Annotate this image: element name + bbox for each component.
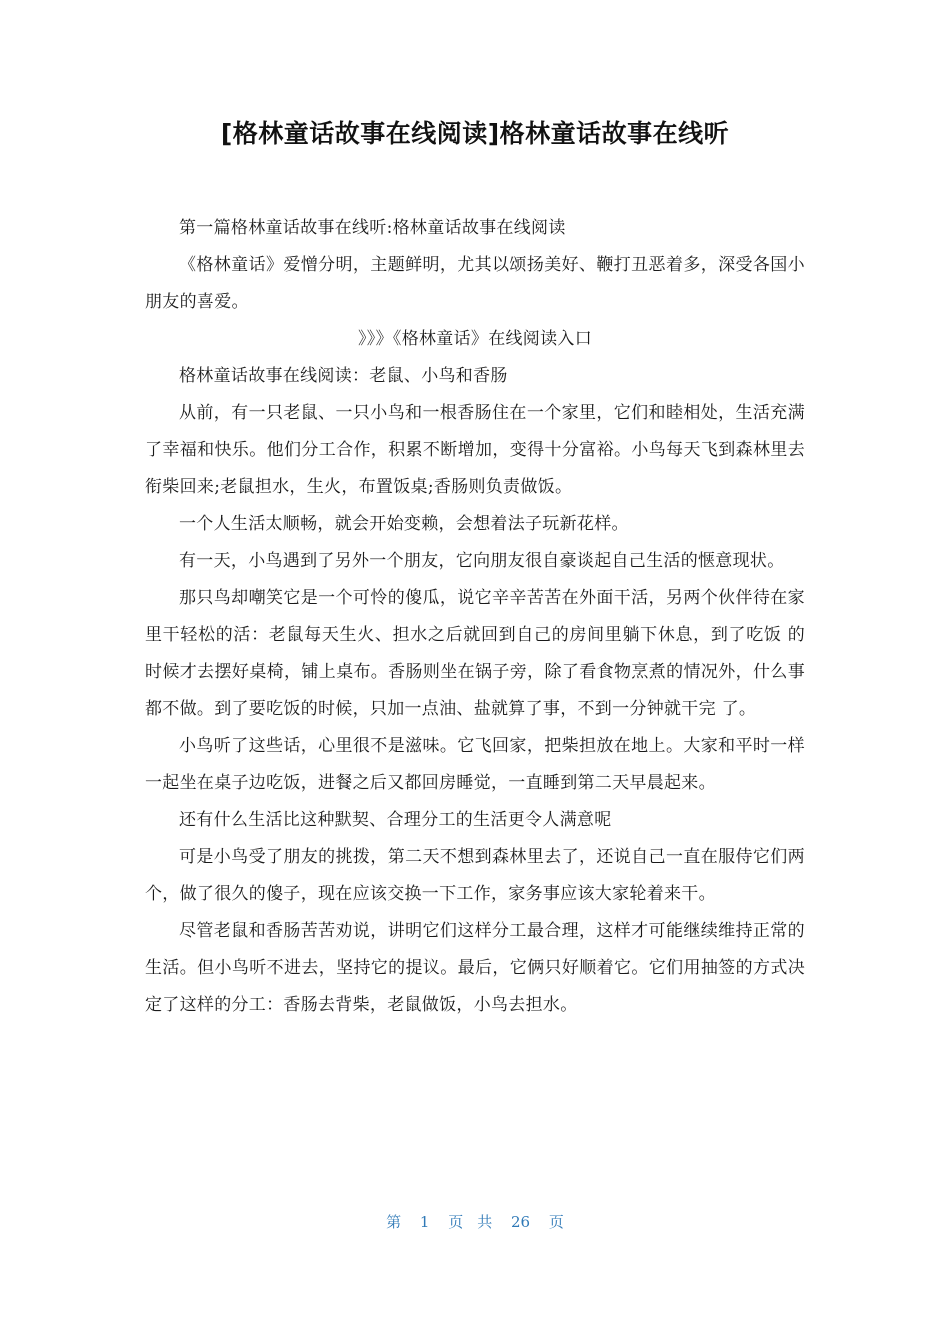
paragraph-7: 有一天，小鸟遇到了另外一个朋友，它向朋友很自豪谈起自己生活的惬意现状。 — [179, 551, 785, 571]
footer-total-prefix: 共 — [477, 1213, 493, 1231]
footer-current-page: 1 — [419, 1213, 430, 1231]
paragraph-6: 一个人生活太顺畅，就会开始变赖，会想着法子玩新花样。 — [179, 514, 629, 534]
page-footer — [0, 1210, 950, 1234]
footer-page-mid: 页 — [448, 1213, 464, 1231]
document-body — [145, 210, 805, 1024]
reading-entry-link[interactable]: 》》》《格林童话》在线阅读入口 — [358, 329, 592, 349]
footer-page-suffix: 页 — [548, 1213, 564, 1231]
paragraph-4: 格林童话故事在线阅读：老鼠、小鸟和香肠 — [179, 366, 508, 386]
footer-page-prefix: 第 — [386, 1213, 402, 1231]
paragraph-9: 小鸟听了这些话，心里很不是滋味。它飞回家，把柴担放在地上。大家和平时一样一起坐在桌子边吃饭，进餐之后又都回房睡觉，一直睡到第二天早晨起来。 — [145, 736, 805, 793]
footer-total-pages: 26 — [511, 1213, 531, 1231]
paragraph-5: 从前，有一只老鼠、一只小鸟和一根香肠住在一个家里，它们和睦相处，生活充满了幸福和快乐。他们分工合作，积累不断增加，变得十分富裕。小鸟每天飞到森林里去衔柴回来;老鼠担水，生火，布置饭桌;香肠则负责做饭。 — [145, 403, 805, 497]
paragraph-11: 可是小鸟受了朋友的挑拨，第二天不想到森林里去了，还说自己一直在服侍它们两个，做了很久的傻子，现在应该交换一下工作，家务事应该大家轮着来干。 — [145, 847, 805, 904]
document-title: [格林童话故事在线阅读]格林童话故事在线听 — [220, 119, 730, 148]
paragraph-1: 第一篇格林童话故事在线听:格林童话故事在线阅读 — [179, 218, 566, 238]
paragraph-10: 还有什么生活比这种默契、合理分工的生活更令人满意呢 — [179, 810, 612, 830]
paragraph-2: 《格林童话》爱憎分明，主题鲜明，尤其以颂扬美好、鞭打丑恶着多，深受各国小朋友的喜爱。 — [145, 255, 805, 312]
paragraph-12: 尽管老鼠和香肠苦苦劝说，讲明它们这样分工最合理，这样才可能继续维持正常的生活。但小鸟听不进去，坚持它的提议。最后，它俩只好顺着它。它们用抽签的方式决定了这样的分工：香肠去背柴，老鼠做饭，小鸟去担水。 — [145, 921, 805, 1015]
paragraph-8: 那只鸟却嘲笑它是一个可怜的傻瓜，说它辛辛苦苦在外面干活，另两个伙伴待在家里干轻松的活：老鼠每天生火、担水之后就回到自己的房间里躺下休息，到了吃饭 的时候才去摆好桌椅，铺上桌布。香肠则坐在锅子旁，除了看食物烹煮的情况外，什么事都不做。到了要吃饭的时候，只加一点油、盐就算了事，不到一分钟就干完 了。 — [145, 588, 805, 719]
